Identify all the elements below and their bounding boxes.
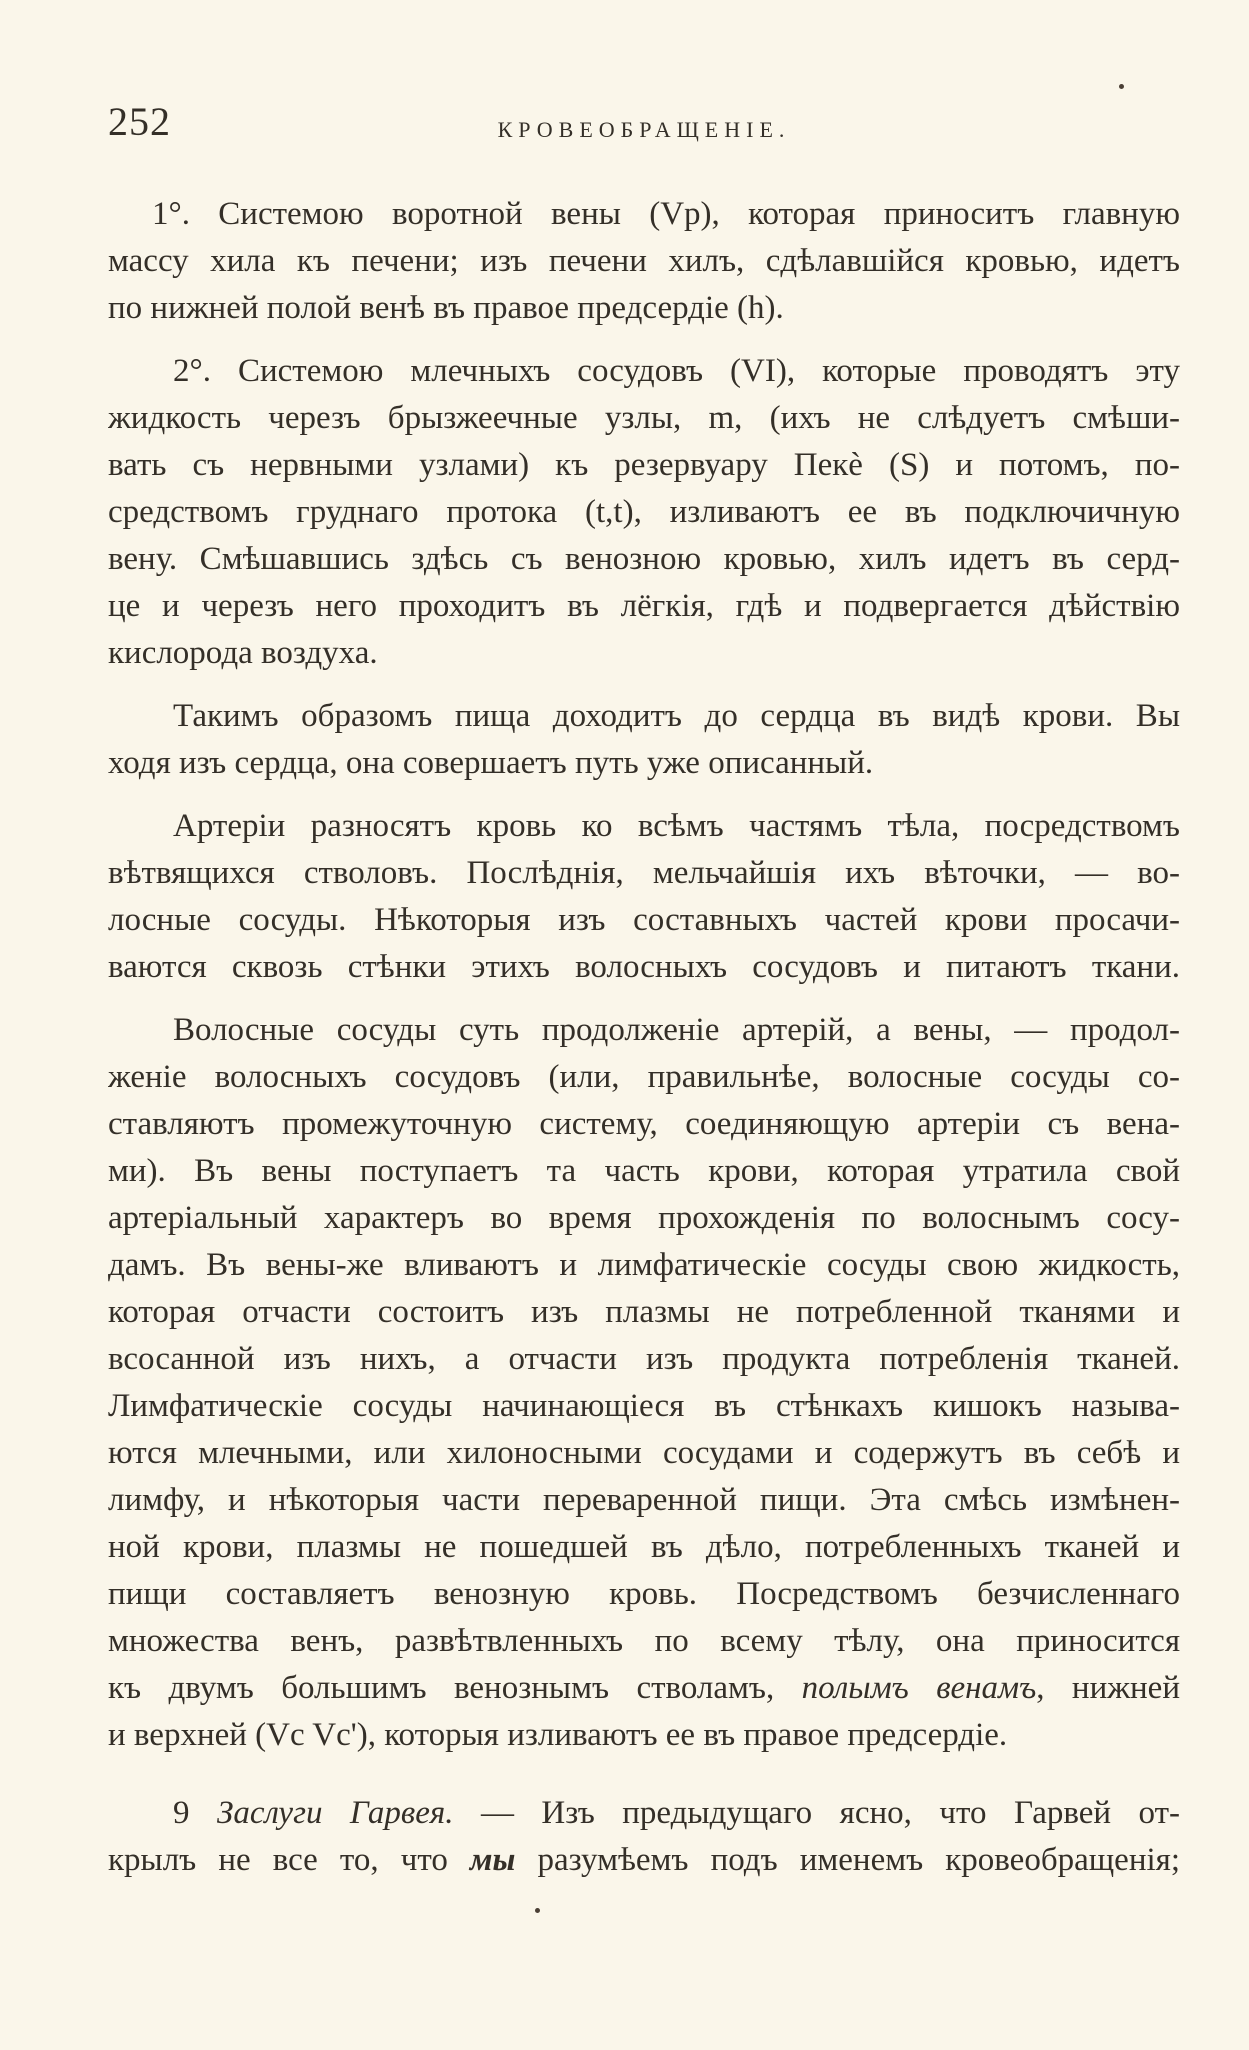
section-number: 9	[173, 1795, 217, 1831]
text-line: кислорода воздуха.	[108, 635, 378, 671]
text-segment: , нижней	[1036, 1670, 1180, 1706]
paragraph-6	[108, 1790, 1180, 1884]
paragraph-3	[108, 693, 1180, 787]
text-line: жидкость черезъ брызжеечные узлы, m, (ихъ не слѣдуетъ смѣши-	[108, 400, 1180, 436]
ink-speck	[535, 1908, 540, 1913]
text-line: ной крови, плазмы не пошедшей въ дѣло, потребленныхъ тканей и	[108, 1529, 1180, 1565]
text-line: дамъ. Въ вены-же вливаютъ и лимфатическіе сосуды свою жидкость,	[108, 1247, 1180, 1283]
text-line: ются млечными, или хилоносными сосудами и содержутъ въ себѣ и	[108, 1435, 1180, 1471]
page-number: 252	[108, 99, 171, 144]
text-line: женіе волосныхъ сосудовъ (или, правильнѣе, волосные сосуды со-	[108, 1059, 1180, 1095]
text-line: всосанной изъ нихъ, а отчасти изъ продукта потребленія тканей.	[108, 1341, 1180, 1377]
text-line: множества венъ, развѣтвленныхъ по всему тѣлу, она приносится	[108, 1623, 1180, 1659]
text-line: вать съ нервными узлами) къ резервуару Пекѐ (S) и потомъ, по-	[108, 447, 1180, 483]
text-line	[108, 1837, 1180, 1884]
text-line: Артеріи разносятъ кровь ко всѣмъ частямъ тѣла, посредствомъ	[173, 808, 1180, 844]
text-line: лимфу, и нѣкоторыя части переваренной пищи. Эта смѣсь измѣнен-	[108, 1482, 1180, 1518]
text-line: Волосные сосуды суть продолженіе артерій, а вены, — продол-	[173, 1012, 1180, 1048]
text-line	[108, 1790, 1180, 1837]
text-line: и верхней (Vc Vc'), которыя изливаютъ ее въ правое предсердіе.	[108, 1717, 1008, 1753]
text-line: вену. Смѣшавшись здѣсь съ венозною кровью, хилъ идетъ въ серд-	[108, 541, 1180, 577]
paragraph-2	[108, 348, 1180, 677]
text-line	[108, 1665, 1180, 1712]
section-heading: Заслуги Гарвея.	[216, 1795, 454, 1831]
text-line: пищи составляетъ венозную кровь. Посредствомъ безчисленнаго	[108, 1576, 1180, 1612]
text-segment: разумѣемъ подъ именемъ кровеобращенія;	[515, 1842, 1180, 1878]
page-body	[108, 191, 1180, 1884]
text-line: ми). Въ вены поступаетъ та часть крови, которая утратила свой	[108, 1153, 1180, 1189]
running-title: КРОВЕОБРАЩЕНІЕ.	[497, 117, 791, 142]
text-line: артеріальный характеръ во время прохожденія по волоснымъ сосу-	[108, 1200, 1180, 1236]
text-line: ходя изъ сердца, она совершаетъ путь уже описанный.	[108, 745, 874, 781]
text-line: 2°. Системою млечныхъ сосудовъ (VI), которые проводятъ эту	[173, 353, 1180, 389]
text-line: це и черезъ него проходитъ въ лёгкія, гдѣ и подвергается дѣйствію	[108, 588, 1180, 624]
text-segment: — Изъ предыдущаго ясно, что Гарвей от-	[453, 1795, 1180, 1831]
text-line: ставляютъ промежуточную систему, соединяющую артеріи съ вена-	[108, 1106, 1180, 1142]
text-line: лосные сосуды. Нѣкоторыя изъ составныхъ частей крови просачи-	[108, 902, 1180, 938]
text-line: ваются сквозь стѣнки этихъ волосныхъ сосудовъ и питаютъ ткани.	[108, 949, 1180, 985]
text-line: средствомъ груднаго протока (t,t), изливаютъ ее въ подключичную	[108, 494, 1180, 530]
text-segment: крылъ не все то, что	[108, 1842, 470, 1878]
text-segment: къ двумъ большимъ венознымъ стволамъ,	[108, 1670, 802, 1706]
italic-term: полымъ венамъ	[801, 1670, 1037, 1706]
paragraph-5	[108, 1007, 1180, 1759]
text-line: массу хила къ печени; изъ печени хилъ, сдѣлавшійся кровью, идетъ	[108, 243, 1180, 279]
text-line: которая отчасти состоитъ изъ плазмы не потребленной тканями и	[108, 1294, 1180, 1330]
text-line: вѣтвящихся стволовъ. Послѣднія, мельчайшія ихъ вѣточки, — во-	[108, 855, 1180, 891]
text-line: по нижней полой венѣ въ правое предсердіе (h).	[108, 290, 784, 326]
paragraph-1	[108, 191, 1180, 332]
emphasis-word: мы	[469, 1842, 516, 1878]
ink-speck	[1119, 84, 1124, 89]
text-line: Такимъ образомъ пища доходитъ до сердца въ видѣ крови. Вы	[173, 698, 1180, 734]
paragraph-4	[108, 803, 1180, 991]
text-line: 1°. Системою воротной вены (Vp), которая приноситъ главную	[152, 196, 1180, 232]
text-line: Лимфатическіе сосуды начинающіеся въ стѣнкахъ кишокъ называ-	[108, 1388, 1180, 1424]
